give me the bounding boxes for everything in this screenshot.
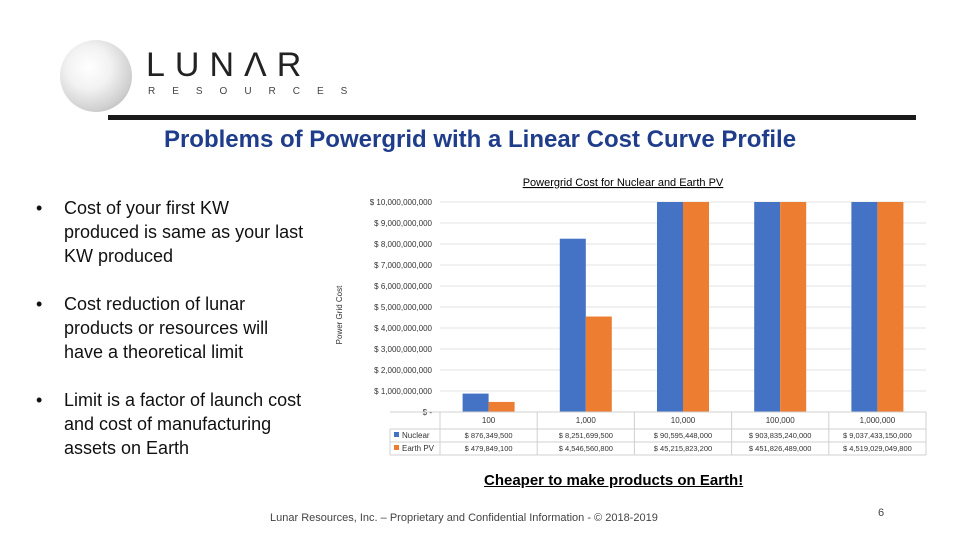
y-tick-label: $ 9,000,000,000: [374, 219, 432, 228]
data-label: $ 876,349,500: [464, 431, 513, 440]
page-number: 6: [878, 507, 885, 519]
bar-earth-pv: [780, 202, 806, 412]
bar-earth-pv: [489, 402, 515, 412]
data-label: $ 4,519,029,049,800: [842, 444, 912, 453]
data-label: $ 4,546,560,800: [558, 444, 613, 453]
data-label: $ 90,595,448,000: [653, 431, 713, 440]
bar-nuclear: [851, 202, 877, 412]
y-tick-label: $ 6,000,000,000: [374, 282, 432, 291]
x-tick-label: 1,000,000: [859, 416, 896, 425]
y-tick-label: $ -: [422, 408, 432, 417]
footer-text: Lunar Resources, Inc. – Proprietary and Confidential Information - © 2018-2019: [270, 512, 658, 524]
x-tick-label: 100: [481, 416, 496, 425]
data-label: $ 479,849,100: [464, 444, 513, 453]
data-label: $ 45,215,823,200: [653, 444, 713, 453]
bar-nuclear: [754, 202, 780, 412]
slide-title: Problems of Powergrid with a Linear Cost Curve Profile: [163, 126, 797, 153]
bullet-item: • Cost reduction of lunar products or resources will have a theoretical limit: [28, 292, 308, 364]
y-tick-label: $ 1,000,000,000: [374, 387, 432, 396]
chart-title: Powergrid Cost for Nuclear and Earth PV: [522, 177, 724, 189]
y-axis-label: Power Grid Cost: [335, 285, 344, 345]
y-tick-label: $ 5,000,000,000: [374, 303, 432, 312]
data-label: $ 8,251,699,500: [558, 431, 613, 440]
bar-earth-pv: [683, 202, 709, 412]
legend-label: Nuclear: [402, 431, 430, 440]
data-label: $ 451,826,489,000: [748, 444, 812, 453]
data-label: $ 9,037,433,150,000: [842, 431, 912, 440]
legend-swatch: [394, 445, 399, 450]
bar-earth-pv: [877, 202, 903, 412]
legend-label: Earth PV: [402, 444, 435, 453]
bullet-item: • Cost of your first KW produced is same as your last KW produced: [28, 196, 308, 268]
bar-nuclear: [463, 394, 489, 412]
bullet-item: • Limit is a factor of launch cost and cost of manufacturing assets on Earth: [28, 388, 308, 460]
bar-earth-pv: [586, 317, 612, 412]
bar-nuclear: [657, 202, 683, 412]
chart-caption: Cheaper to make products on Earth!: [484, 472, 744, 489]
data-label: $ 903,835,240,000: [748, 431, 812, 440]
y-tick-label: $ 4,000,000,000: [374, 324, 432, 333]
logo-subtitle: RESOURCES: [148, 86, 365, 97]
y-tick-label: $ 8,000,000,000: [374, 240, 432, 249]
y-tick-label: $ 3,000,000,000: [374, 345, 432, 354]
y-tick-label: $ 10,000,000,000: [369, 198, 432, 207]
logo-wordmark: LUNΛR: [146, 46, 312, 84]
legend-swatch: [394, 432, 399, 437]
y-tick-label: $ 2,000,000,000: [374, 366, 432, 375]
bar-nuclear: [560, 239, 586, 412]
y-tick-label: $ 7,000,000,000: [374, 261, 432, 270]
x-tick-label: 100,000: [765, 416, 795, 425]
x-tick-label: 10,000: [670, 416, 696, 425]
x-tick-label: 1,000: [575, 416, 596, 425]
